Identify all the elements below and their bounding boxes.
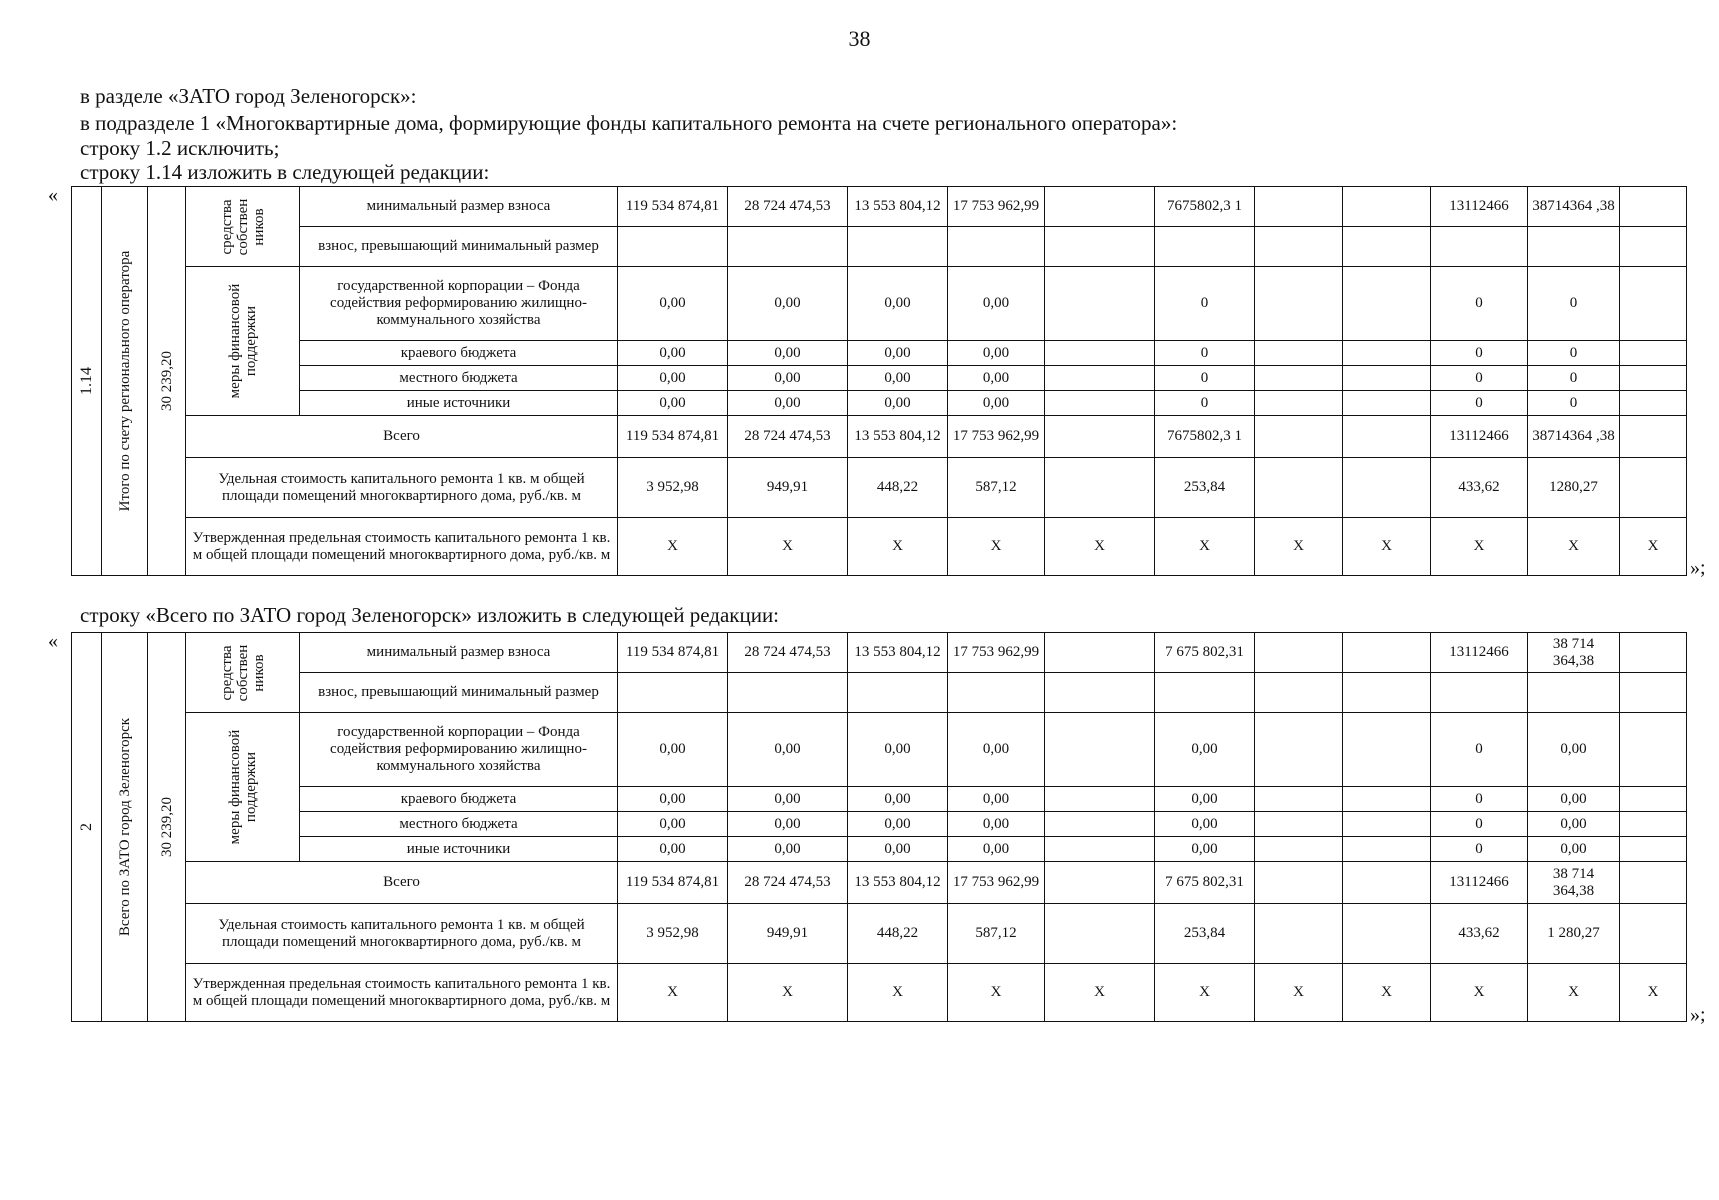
- cell-value: [1620, 227, 1687, 267]
- cell-value: [1255, 837, 1343, 862]
- table-row-total-zelenogorsk: [71, 632, 1687, 1022]
- cell-value: X: [728, 518, 848, 576]
- cell-value: [1620, 787, 1687, 812]
- cell-value: [1343, 862, 1431, 904]
- row-name-cell: [102, 633, 148, 1022]
- cell-value: [1255, 187, 1343, 227]
- cell-value: 253,84: [1155, 458, 1255, 518]
- close-quote-1: »;: [1690, 557, 1706, 579]
- cell-value: 7 675 802,31: [1155, 633, 1255, 673]
- cell-value: [1045, 458, 1155, 518]
- cell-value: [1343, 391, 1431, 416]
- intro-line-2: в подразделе 1 «Многоквартирные дома, формирующие фонды капитального ремонта на счете регионального оператора»:: [80, 111, 1178, 135]
- regional-label: краевого бюджета: [300, 787, 618, 812]
- table-row: [72, 391, 1687, 416]
- cell-value: [1045, 713, 1155, 787]
- other-label: иные источники: [300, 837, 618, 862]
- cell-value: X: [848, 518, 948, 576]
- cell-value: 0,00: [1528, 837, 1620, 862]
- cell-value: 0,00: [1155, 713, 1255, 787]
- cell-value: [1045, 837, 1155, 862]
- total-label: Всего: [186, 416, 618, 458]
- cell-value: 0,00: [618, 341, 728, 366]
- cell-value: 0: [1528, 391, 1620, 416]
- cell-value: 0: [1431, 787, 1528, 812]
- cell-value: 0,00: [1528, 713, 1620, 787]
- table-row: [72, 187, 1687, 227]
- cell-value: X: [1255, 964, 1343, 1022]
- cell-value: [1620, 673, 1687, 713]
- cell-value: 3 952,98: [618, 458, 728, 518]
- cell-value: [1045, 341, 1155, 366]
- cell-value: [1045, 673, 1155, 713]
- cell-value: [848, 673, 948, 713]
- cell-value: X: [1343, 518, 1431, 576]
- cell-value: [1255, 713, 1343, 787]
- unit-cost-label: Удельная стоимость капитального ремонта 1 кв. м общей площади помещений многоквартирного дома, руб./кв. м: [186, 904, 618, 964]
- cell-value: 13 553 804,12: [848, 416, 948, 458]
- cell-value: 0,00: [1155, 812, 1255, 837]
- cell-value: [1045, 391, 1155, 416]
- cell-value: 0: [1431, 267, 1528, 341]
- cell-value: 0,00: [948, 812, 1045, 837]
- cell-value: X: [1343, 964, 1431, 1022]
- cell-value: X: [1528, 964, 1620, 1022]
- cell-value: 0,00: [618, 812, 728, 837]
- cell-value: 0: [1431, 812, 1528, 837]
- cell-value: [1620, 713, 1687, 787]
- cell-value: 17 753 962,99: [948, 187, 1045, 227]
- cell-value: 13112466: [1431, 187, 1528, 227]
- cell-value: [618, 227, 728, 267]
- area-cell: [148, 187, 186, 576]
- cell-value: 3 952,98: [618, 904, 728, 964]
- regional-label: краевого бюджета: [300, 341, 618, 366]
- row-number: 2: [77, 823, 95, 831]
- cell-value: 0: [1528, 267, 1620, 341]
- cell-value: [848, 227, 948, 267]
- cell-value: [728, 673, 848, 713]
- cell-value: 0,00: [728, 391, 848, 416]
- cell-value: X: [1528, 518, 1620, 576]
- cell-value: [1528, 673, 1620, 713]
- cell-value: 0,00: [618, 391, 728, 416]
- cell-value: 0,00: [848, 391, 948, 416]
- row-number-cell: [72, 633, 102, 1022]
- cell-value: 0: [1431, 391, 1528, 416]
- area-value: 30 239,20: [158, 351, 175, 411]
- total-label: Всего: [186, 862, 618, 904]
- cell-value: [1255, 267, 1343, 341]
- cell-value: 0,00: [948, 837, 1045, 862]
- cell-value: X: [948, 518, 1045, 576]
- cell-value: [1620, 458, 1687, 518]
- cell-value: 0,00: [1528, 787, 1620, 812]
- cell-value: [1255, 633, 1343, 673]
- cell-value: [1343, 812, 1431, 837]
- cell-value: [1045, 267, 1155, 341]
- table-row-1-14: [71, 186, 1687, 576]
- cell-value: 1280,27: [1528, 458, 1620, 518]
- cell-value: [1255, 227, 1343, 267]
- table-row: [72, 713, 1687, 787]
- cell-value: 433,62: [1431, 904, 1528, 964]
- other-label: иные источники: [300, 391, 618, 416]
- cell-value: [1045, 787, 1155, 812]
- cell-value: 0,00: [948, 391, 1045, 416]
- cell-value: [1255, 458, 1343, 518]
- cell-value: X: [1155, 964, 1255, 1022]
- cell-value: 13 553 804,12: [848, 862, 948, 904]
- cell-value: X: [618, 964, 728, 1022]
- cell-value: 0: [1155, 341, 1255, 366]
- support-cell: [186, 713, 300, 862]
- open-quote-1: «: [48, 184, 58, 206]
- cell-value: 0: [1528, 341, 1620, 366]
- cell-value: [1528, 227, 1620, 267]
- cell-value: [1155, 673, 1255, 713]
- cell-value: [1255, 673, 1343, 713]
- cell-value: [1343, 713, 1431, 787]
- cell-value: [1045, 227, 1155, 267]
- cell-value: 0,00: [728, 787, 848, 812]
- cell-value: 119 534 874,81: [618, 862, 728, 904]
- table-row: [72, 416, 1687, 458]
- cell-value: 0,00: [848, 341, 948, 366]
- cell-value: [1620, 416, 1687, 458]
- cell-value: 17 753 962,99: [948, 862, 1045, 904]
- table-row: [72, 812, 1687, 837]
- cell-value: [1620, 391, 1687, 416]
- cell-value: 119 534 874,81: [618, 187, 728, 227]
- owners-funds-cell: [186, 633, 300, 713]
- cell-value: X: [728, 964, 848, 1022]
- cell-value: [1620, 812, 1687, 837]
- cell-value: [1255, 787, 1343, 812]
- cell-value: 433,62: [1431, 458, 1528, 518]
- cell-value: 0: [1431, 837, 1528, 862]
- cell-value: [1255, 391, 1343, 416]
- cell-value: 0: [1155, 267, 1255, 341]
- intro-line-4: строку 1.14 изложить в следующей редакции:: [80, 160, 490, 184]
- open-quote-2: «: [48, 630, 58, 652]
- cell-value: 13112466: [1431, 416, 1528, 458]
- cell-value: 0: [1431, 713, 1528, 787]
- cell-value: 949,91: [728, 904, 848, 964]
- excess-fee-label: взнос, превышающий минимальный размер: [300, 227, 618, 267]
- support-cell: [186, 267, 300, 416]
- cell-value: 448,22: [848, 458, 948, 518]
- cell-value: 0,00: [618, 366, 728, 391]
- cell-value: [1255, 366, 1343, 391]
- cell-value: [1045, 187, 1155, 227]
- table-row: [72, 518, 1687, 576]
- cell-value: 38714364 ,38: [1528, 187, 1620, 227]
- cell-value: 0: [1431, 366, 1528, 391]
- cell-value: [1343, 267, 1431, 341]
- cell-value: [1255, 904, 1343, 964]
- close-quote-2: »;: [1690, 1004, 1706, 1026]
- cell-value: [1255, 416, 1343, 458]
- cell-value: 28 724 474,53: [728, 187, 848, 227]
- cell-value: 0,00: [1528, 812, 1620, 837]
- cell-value: 13112466: [1431, 862, 1528, 904]
- cell-value: [1255, 812, 1343, 837]
- cell-value: X: [1045, 964, 1155, 1022]
- cell-value: 0,00: [848, 787, 948, 812]
- cell-value: 0,00: [618, 267, 728, 341]
- cell-value: [1343, 787, 1431, 812]
- cell-value: 0,00: [948, 366, 1045, 391]
- cell-value: X: [1155, 518, 1255, 576]
- cell-value: [1045, 366, 1155, 391]
- cell-value: 0,00: [1155, 837, 1255, 862]
- cell-value: X: [618, 518, 728, 576]
- table-row: [72, 904, 1687, 964]
- cell-value: 1 280,27: [1528, 904, 1620, 964]
- table-row: [72, 837, 1687, 862]
- cell-value: 38714364 ,38: [1528, 416, 1620, 458]
- cell-value: 0,00: [848, 812, 948, 837]
- cell-value: 17 753 962,99: [948, 633, 1045, 673]
- table-row: [72, 227, 1687, 267]
- page-number: 38: [848, 26, 871, 51]
- max-cost-label: Утвержденная предельная стоимость капитального ремонта 1 кв. м общей площади помещений многоквартирного дома, руб./кв. м: [186, 518, 618, 576]
- cell-value: 587,12: [948, 904, 1045, 964]
- cell-value: [728, 227, 848, 267]
- cell-value: 253,84: [1155, 904, 1255, 964]
- cell-value: X: [1431, 518, 1528, 576]
- owners-funds-label: средства собствен ников: [218, 644, 267, 701]
- cell-value: 0,00: [948, 341, 1045, 366]
- cell-value: [618, 673, 728, 713]
- cell-value: 0,00: [948, 267, 1045, 341]
- support-label: меры финансовой поддержки: [226, 729, 259, 845]
- intro-line-5: строку «Всего по ЗАТО город Зеленогорск» изложить в следующей редакции:: [80, 603, 780, 627]
- cell-value: [1045, 904, 1155, 964]
- cell-value: 0: [1431, 341, 1528, 366]
- cell-value: 0,00: [618, 787, 728, 812]
- cell-value: X: [1620, 964, 1687, 1022]
- local-label: местного бюджета: [300, 812, 618, 837]
- cell-value: 0,00: [848, 267, 948, 341]
- cell-value: 13 553 804,12: [848, 187, 948, 227]
- cell-value: [1343, 837, 1431, 862]
- cell-value: 448,22: [848, 904, 948, 964]
- cell-value: 0,00: [618, 837, 728, 862]
- cell-value: [1431, 673, 1528, 713]
- cell-value: [1620, 837, 1687, 862]
- cell-value: 0,00: [1155, 787, 1255, 812]
- table-row: [72, 366, 1687, 391]
- cell-value: X: [948, 964, 1045, 1022]
- area-value: 30 239,20: [158, 797, 175, 857]
- cell-value: [1343, 416, 1431, 458]
- cell-value: 0,00: [848, 713, 948, 787]
- cell-value: 119 534 874,81: [618, 633, 728, 673]
- cell-value: 28 724 474,53: [728, 416, 848, 458]
- cell-value: [1620, 267, 1687, 341]
- cell-value: 7 675 802,31: [1155, 862, 1255, 904]
- row-name-cell: [102, 187, 148, 576]
- cell-value: X: [1620, 518, 1687, 576]
- cell-value: [1620, 862, 1687, 904]
- cell-value: 0,00: [848, 837, 948, 862]
- table-row: [72, 787, 1687, 812]
- table-row: [72, 964, 1687, 1022]
- cell-value: [948, 673, 1045, 713]
- owners-funds-label: средства собствен ников: [218, 198, 267, 255]
- cell-value: 0: [1155, 391, 1255, 416]
- cell-value: X: [1045, 518, 1155, 576]
- cell-value: 0,00: [728, 341, 848, 366]
- cell-value: 0: [1155, 366, 1255, 391]
- intro-line-3: строку 1.2 исключить;: [80, 136, 280, 160]
- cell-value: 0,00: [948, 787, 1045, 812]
- cell-value: [1620, 341, 1687, 366]
- cell-value: [1045, 633, 1155, 673]
- cell-value: 7675802,3 1: [1155, 416, 1255, 458]
- table-row: [72, 458, 1687, 518]
- cell-value: 119 534 874,81: [618, 416, 728, 458]
- cell-value: 0,00: [848, 366, 948, 391]
- cell-value: [1620, 633, 1687, 673]
- cell-value: 0,00: [728, 812, 848, 837]
- row-name: Всего по ЗАТО город Зеленогорск: [116, 717, 133, 937]
- cell-value: [1620, 187, 1687, 227]
- cell-value: [1620, 904, 1687, 964]
- cell-value: [1045, 416, 1155, 458]
- cell-value: [1255, 862, 1343, 904]
- excess-fee-label: взнос, превышающий минимальный размер: [300, 673, 618, 713]
- cell-value: [1045, 862, 1155, 904]
- cell-value: [1343, 341, 1431, 366]
- cell-value: 0,00: [728, 267, 848, 341]
- table-row: [72, 341, 1687, 366]
- cell-value: [1343, 187, 1431, 227]
- cell-value: [1343, 673, 1431, 713]
- cell-value: X: [848, 964, 948, 1022]
- cell-value: 949,91: [728, 458, 848, 518]
- max-cost-label: Утвержденная предельная стоимость капитального ремонта 1 кв. м общей площади помещений многоквартирного дома, руб./кв. м: [186, 964, 618, 1022]
- state-corp-label: государственной корпорации – Фонда содействия реформированию жилищно-коммунального хозяйства: [300, 713, 618, 787]
- cell-value: [1620, 366, 1687, 391]
- cell-value: 0,00: [728, 366, 848, 391]
- state-corp-label: государственной корпорации – Фонда содействия реформированию жилищно-коммунального хозяйства: [300, 267, 618, 341]
- cell-value: [1045, 812, 1155, 837]
- row-number-cell: [72, 187, 102, 576]
- cell-value: [1343, 458, 1431, 518]
- table-row: [72, 633, 1687, 673]
- table-row: [72, 862, 1687, 904]
- cell-value: [1255, 341, 1343, 366]
- cell-value: [1343, 904, 1431, 964]
- cell-value: 28 724 474,53: [728, 633, 848, 673]
- unit-cost-label: Удельная стоимость капитального ремонта 1 кв. м общей площади помещений многоквартирного дома, руб./кв. м: [186, 458, 618, 518]
- cell-value: 7675802,3 1: [1155, 187, 1255, 227]
- cell-value: [1343, 633, 1431, 673]
- cell-value: X: [1431, 964, 1528, 1022]
- cell-value: 0: [1528, 366, 1620, 391]
- cell-value: 17 753 962,99: [948, 416, 1045, 458]
- cell-value: 0,00: [728, 837, 848, 862]
- cell-value: 28 724 474,53: [728, 862, 848, 904]
- cell-value: [1155, 227, 1255, 267]
- min-fee-label: минимальный размер взноса: [300, 187, 618, 227]
- owners-funds-cell: [186, 187, 300, 267]
- min-fee-label: минимальный размер взноса: [300, 633, 618, 673]
- cell-value: 587,12: [948, 458, 1045, 518]
- intro-line-1: в разделе «ЗАТО город Зеленогорск»:: [80, 84, 417, 108]
- cell-value: 13112466: [1431, 633, 1528, 673]
- area-cell: [148, 633, 186, 1022]
- cell-value: 0,00: [728, 713, 848, 787]
- local-label: местного бюджета: [300, 366, 618, 391]
- cell-value: [1343, 366, 1431, 391]
- table-row: [72, 673, 1687, 713]
- cell-value: X: [1255, 518, 1343, 576]
- cell-value: 0,00: [618, 713, 728, 787]
- cell-value: [1431, 227, 1528, 267]
- row-name: Итого по счету регионального оператора: [116, 250, 133, 512]
- cell-value: [948, 227, 1045, 267]
- cell-value: 38 714 364,38: [1528, 633, 1620, 673]
- cell-value: 13 553 804,12: [848, 633, 948, 673]
- cell-value: [1343, 227, 1431, 267]
- table-row: [72, 267, 1687, 341]
- cell-value: 0,00: [948, 713, 1045, 787]
- row-number: 1.14: [77, 367, 95, 395]
- cell-value: 38 714 364,38: [1528, 862, 1620, 904]
- support-label: меры финансовой поддержки: [226, 283, 259, 399]
